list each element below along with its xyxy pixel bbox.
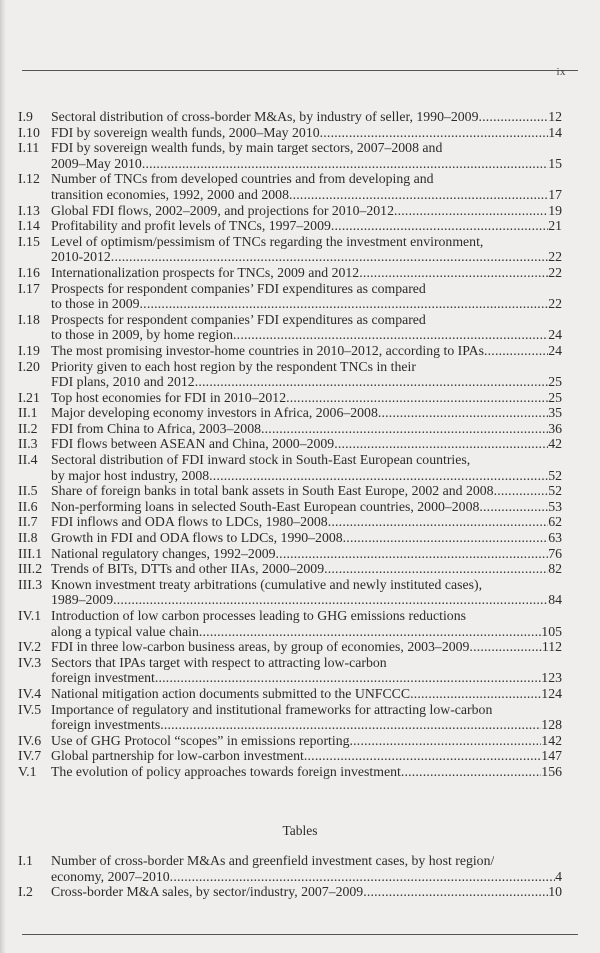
entry-title: FDI by sovereign wealth funds, 2000–May 2010 <box>51 124 320 140</box>
entry-page: 105 <box>541 623 562 639</box>
dot-leader <box>484 343 548 359</box>
toc-entry <box>18 234 562 265</box>
dot-leader <box>331 218 548 234</box>
toc-entry <box>18 639 562 655</box>
entry-number: I.10 <box>18 124 40 140</box>
entry-page: 22 <box>548 296 562 312</box>
entry-title: along a typical value chain <box>51 623 199 639</box>
entry-page: 24 <box>548 342 562 358</box>
entry-title: Number of TNCs from developed countries and from developing and <box>51 171 434 187</box>
entry-number: II.8 <box>18 530 38 546</box>
entry-number: IV.7 <box>18 748 42 764</box>
dot-leader <box>494 483 549 499</box>
entry-title: foreign investment <box>51 670 155 686</box>
entry-title: Sectors that IPAs target with respect to attracting low-carbon <box>51 654 387 670</box>
dot-leader <box>401 764 541 780</box>
entry-page: 25 <box>548 389 562 405</box>
entry-number: IV.5 <box>18 701 42 717</box>
dot-leader <box>160 717 541 733</box>
dot-leader <box>233 327 548 343</box>
entry-page: 35 <box>548 405 562 421</box>
entry-page: 22 <box>548 249 562 265</box>
entry-title: FDI flows between ASEAN and China, 2000–2009 <box>51 436 335 452</box>
entry-page: 4 <box>555 868 562 884</box>
dot-leader <box>324 561 548 577</box>
dot-leader <box>350 733 542 749</box>
dot-leader <box>410 686 541 702</box>
toc-entry <box>18 561 562 577</box>
toc-entry <box>18 884 562 900</box>
entry-number: I.12 <box>18 171 40 187</box>
entry-number: IV.2 <box>18 639 42 655</box>
entry-title: Global FDI flows, 2002–2009, and projections for 2010–2012 <box>51 202 394 218</box>
toc-entry <box>18 359 562 390</box>
entry-number: II.2 <box>18 420 38 436</box>
tables-section-title: Tables <box>282 823 318 838</box>
dot-leader <box>478 109 548 125</box>
entry-title: Cross-border M&A sales, by sector/industry, 2007–2009 <box>51 884 364 900</box>
dot-leader <box>155 670 541 686</box>
entry-title: Share of foreign banks in total bank assets in South East Europe, 2002 and 2008 <box>51 483 494 499</box>
toc-entry <box>18 109 562 125</box>
entry-number: I.1 <box>18 853 33 868</box>
entry-title: 1989–2009 <box>51 592 114 608</box>
entry-title: Prospects for respondent companies’ FDI expenditures as compared <box>51 280 426 296</box>
dot-leader <box>195 374 548 390</box>
entry-page: 82 <box>548 561 562 577</box>
entry-number: III.3 <box>18 576 43 592</box>
entry-title: 2009–May 2010 <box>51 155 142 171</box>
dot-leader <box>479 499 548 515</box>
entry-number: I.2 <box>18 884 33 900</box>
entry-title: Introduction of low carbon processes leading to GHG emissions reductions <box>51 608 466 623</box>
entry-number: IV.1 <box>18 608 42 623</box>
dot-leader <box>334 436 548 452</box>
entry-title: 2010-2012 <box>51 249 111 265</box>
dot-leader <box>363 884 548 900</box>
entry-title: Importance of regulatory and institutional frameworks for attracting low-carbon <box>51 701 493 717</box>
entry-number: I.11 <box>18 140 40 156</box>
entry-title: Known investment treaty arbitrations (cumulative and newly instituted cases), <box>51 576 483 592</box>
entry-number: I.14 <box>18 218 40 234</box>
entry-title: economy, 2007–2010 <box>51 868 170 884</box>
entry-title: Trends of BITs, DTTs and other IIAs, 2000–2009 <box>51 561 325 577</box>
entry-title: Major developing economy investors in Africa, 2006–2008 <box>51 405 378 421</box>
toc-entry <box>18 421 562 437</box>
dot-leader <box>378 405 548 421</box>
entry-page: 19 <box>548 202 562 218</box>
entry-number: IV.3 <box>18 654 42 670</box>
toc-entry <box>18 140 562 171</box>
entry-page: 52 <box>548 467 562 483</box>
entry-title: FDI from China to Africa, 2003–2008 <box>51 420 261 436</box>
entry-number: IV.4 <box>18 685 42 701</box>
entry-page: 17 <box>548 186 562 202</box>
entry-page: 62 <box>548 514 562 530</box>
entry-title: FDI in three low-carbon business areas, by group of economies, 2003–2009 <box>51 639 470 655</box>
entry-number: II.1 <box>18 405 38 421</box>
dot-leader <box>261 421 548 437</box>
entry-number: III.2 <box>18 561 43 577</box>
entry-title: transition economies, 1992, 2000 and 2008 <box>51 186 289 202</box>
entry-page: 142 <box>541 732 562 748</box>
entry-title: The evolution of policy approaches towards foreign investment <box>51 763 401 779</box>
entry-number: I.9 <box>18 109 33 124</box>
toc-entry <box>18 265 562 281</box>
dot-leader <box>113 592 548 608</box>
entry-page: 53 <box>548 498 562 514</box>
entry-page: 156 <box>541 763 562 779</box>
dot-leader <box>286 390 548 406</box>
dot-leader <box>276 546 549 562</box>
toc-entry <box>18 514 562 530</box>
entry-page: 52 <box>548 483 562 499</box>
toc-entry <box>18 702 562 733</box>
entry-number: I.21 <box>18 389 40 405</box>
entry-page: 124 <box>541 685 562 701</box>
toc-entry <box>18 530 562 546</box>
dot-leader <box>359 265 548 281</box>
entry-title: National regulatory changes, 1992–2009 <box>51 545 276 561</box>
entry-title: Non-performing loans in selected South-East European countries, 2000–2008 <box>51 498 480 514</box>
dot-leader <box>199 624 541 640</box>
entry-number: IV.6 <box>18 732 42 748</box>
entry-title: Level of optimism/pessimism of TNCs regarding the investment environment, <box>51 233 484 249</box>
entry-title: FDI plans, 2010 and 2012 <box>51 374 195 390</box>
entry-page: 42 <box>548 436 562 452</box>
dot-leader <box>328 514 548 530</box>
entry-title: to those in 2009, by home region <box>51 327 234 343</box>
toc-entry <box>18 577 562 608</box>
entry-page: 21 <box>548 218 562 234</box>
entry-page: 14 <box>548 124 562 140</box>
dot-leader <box>469 639 541 655</box>
entry-number: V.1 <box>18 763 37 779</box>
entry-page: 147 <box>541 748 562 764</box>
dot-leader <box>209 468 548 484</box>
toc-entry <box>18 546 562 562</box>
entry-title: Growth in FDI and ODA flows to LDCs, 1990–2008 <box>51 530 343 546</box>
entry-number: II.7 <box>18 514 38 530</box>
dot-leader <box>304 748 541 764</box>
toc-entry <box>18 390 562 406</box>
dot-leader <box>320 125 549 141</box>
toc-entry <box>18 218 562 234</box>
toc-entry <box>18 483 562 499</box>
entry-number: I.17 <box>18 280 40 296</box>
entry-number: I.19 <box>18 342 40 358</box>
entry-page: 25 <box>548 374 562 390</box>
entry-title: FDI by sovereign wealth funds, by main target sectors, 2007–2008 and <box>51 140 443 156</box>
dot-leader <box>170 869 555 885</box>
entry-title: Profitability and profit levels of TNCs, 1997–2009 <box>51 218 331 234</box>
entry-title: FDI inflows and ODA flows to LDCs, 1980–2008 <box>51 514 328 530</box>
toc-entry <box>18 125 562 141</box>
entry-title: Priority given to each host region by the respondent TNCs in their <box>51 358 416 374</box>
entry-page: 22 <box>548 264 562 280</box>
toc-entry <box>18 733 562 749</box>
page-number: ix <box>556 66 566 78</box>
entry-title: National mitigation action documents submitted to the UNFCCC <box>51 685 411 701</box>
entry-number: III.1 <box>18 545 43 561</box>
toc-entry <box>18 343 562 359</box>
toc-entry <box>18 171 562 202</box>
entry-title: Sectoral distribution of FDI inward stock in South-East European countries, <box>51 452 471 468</box>
toc-entry <box>18 686 562 702</box>
entry-title: foreign investments <box>51 717 161 733</box>
dot-leader <box>289 187 548 203</box>
dot-leader <box>394 203 548 219</box>
toc-entry <box>18 452 562 483</box>
page-edge-shadow <box>0 0 6 953</box>
header-rule <box>22 70 578 71</box>
dot-leader <box>142 156 548 172</box>
entry-title: Internationalization prospects for TNCs, 2009 and 2012 <box>51 264 360 280</box>
entry-number: I.15 <box>18 233 40 249</box>
entry-page: 12 <box>548 109 562 124</box>
entry-number: I.18 <box>18 311 40 327</box>
figures-list <box>18 109 562 780</box>
entry-number: I.13 <box>18 202 40 218</box>
entry-page: 128 <box>541 717 562 733</box>
footer-rule <box>22 934 578 935</box>
entry-number: II.4 <box>18 452 38 468</box>
entry-page: 112 <box>541 639 562 655</box>
entry-title: Prospects for respondent companies’ FDI expenditures as compared <box>51 311 426 327</box>
entry-page: 10 <box>548 884 562 900</box>
toc-entry <box>18 655 562 686</box>
entry-title: Top host economies for FDI in 2010–2012 <box>51 389 287 405</box>
toc-entry <box>18 281 562 312</box>
entry-title: by major host industry, 2008 <box>51 467 210 483</box>
entry-title: Use of GHG Protocol “scopes” in emissions reporting <box>51 732 350 748</box>
toc-entry <box>18 853 562 884</box>
entry-number: II.6 <box>18 498 38 514</box>
toc-entry <box>18 405 562 421</box>
entry-title: The most promising investor-home countries in 2010–2012, according to IPAs <box>51 342 484 358</box>
entry-page: 15 <box>548 155 562 171</box>
dot-leader <box>140 296 549 312</box>
toc-entry <box>18 608 562 639</box>
entry-page: 123 <box>541 670 562 686</box>
entry-title: Number of cross-border M&As and greenfield investment cases, by host region/ <box>51 853 495 868</box>
entry-title: Sectoral distribution of cross-border M&As, by industry of seller, 1990–2009 <box>51 109 479 124</box>
dot-leader <box>111 249 548 265</box>
entry-page: 36 <box>548 420 562 436</box>
entry-number: I.16 <box>18 264 40 280</box>
toc-entry <box>18 436 562 452</box>
entry-title: Global partnership for low-carbon investment <box>51 748 304 764</box>
toc-entry <box>18 764 562 780</box>
tables-list <box>18 853 562 900</box>
toc-entry <box>18 312 562 343</box>
entry-title: to those in 2009 <box>51 296 140 312</box>
entry-number: II.5 <box>18 483 38 499</box>
toc-entry <box>18 499 562 515</box>
entry-page: 76 <box>548 545 562 561</box>
entry-page: 84 <box>548 592 562 608</box>
entry-page: 63 <box>548 530 562 546</box>
dot-leader <box>343 530 549 546</box>
entry-number: I.20 <box>18 358 40 374</box>
toc-entry <box>18 748 562 764</box>
entry-page: 24 <box>548 327 562 343</box>
entry-number: II.3 <box>18 436 38 452</box>
toc-entry <box>18 203 562 219</box>
